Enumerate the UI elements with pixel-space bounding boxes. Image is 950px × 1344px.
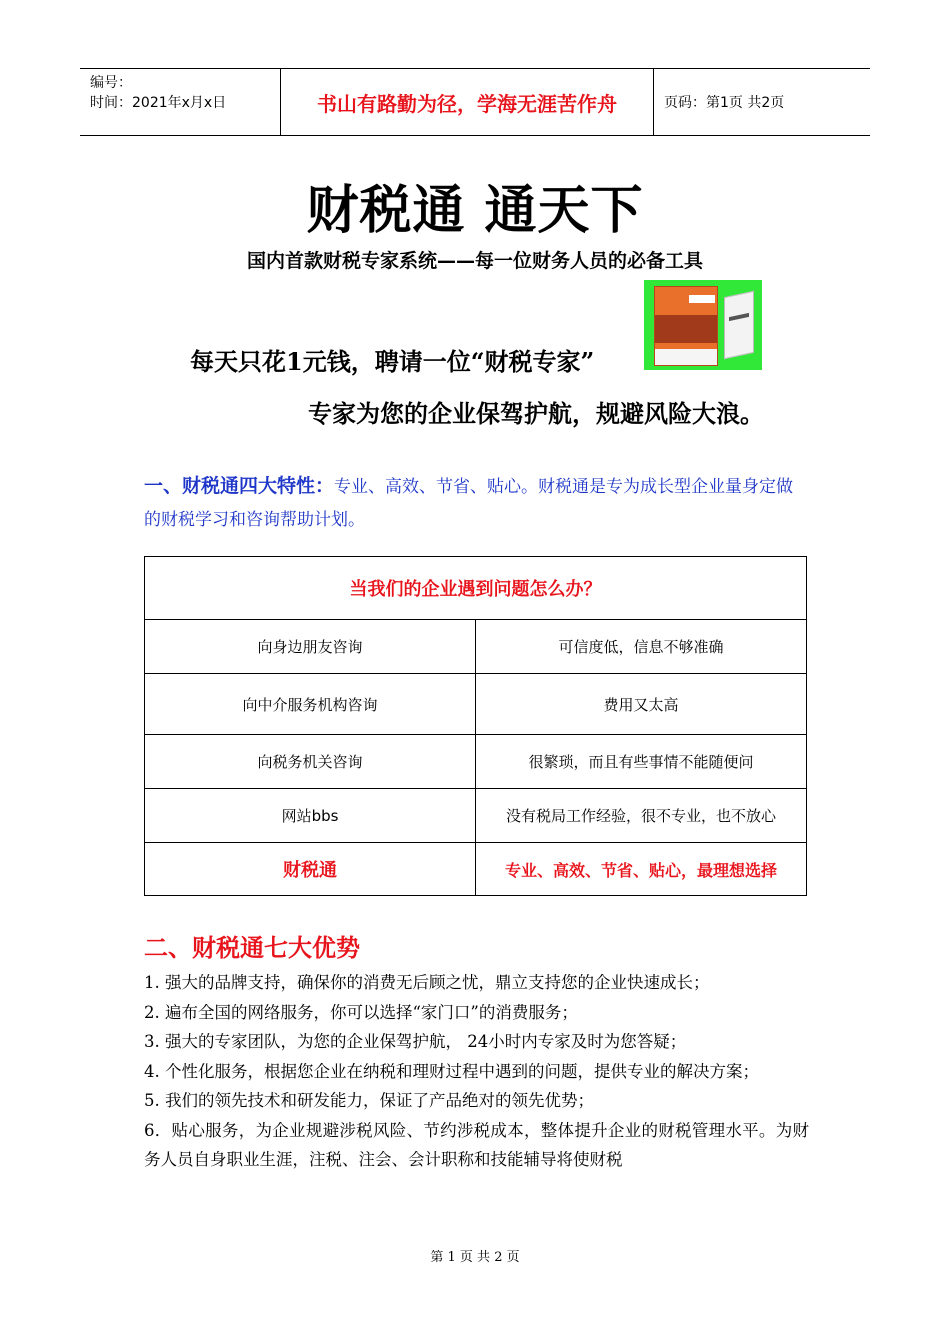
advantages-list xyxy=(144,968,809,1175)
list-item: 2. 遍布全国的网络服务，你可以选择“家门口”的消费服务； xyxy=(144,1002,578,1022)
time-label: 时间：2021年x月x日 xyxy=(90,95,227,111)
product-box-footer xyxy=(655,349,717,365)
table-row xyxy=(145,674,807,735)
list-item: 4. 个性化服务，根据您企业在纳税和理财过程中遇到的问题，提供专业的解决方案； xyxy=(144,1061,759,1081)
table-cell-method: 向税务机关咨询 xyxy=(145,735,476,789)
table-cell-issue: 很繁琐，而且有些事情不能随便问 xyxy=(476,735,807,789)
product-logo xyxy=(689,295,715,303)
slogan-line-2: 专家为您的企业保驾护航，规避风险大浪。 xyxy=(308,399,764,428)
product-photo-band xyxy=(655,315,717,343)
table-row-highlight xyxy=(145,843,807,896)
problem-table xyxy=(144,556,807,896)
list-item: 1. 强大的品牌支持，确保你的消费无后顾之忧，鼎立支持您的企业快速成长； xyxy=(144,973,710,992)
table-cell-issue: 没有税局工作经验，很不专业，也不放心 xyxy=(476,789,807,843)
table-row xyxy=(145,789,807,843)
section-2-heading: 二、财税通七大优势 xyxy=(144,934,360,962)
table-cell-method: 向身边朋友咨询 xyxy=(145,620,476,674)
header-motto: 书山有路勤为径，学海无涯苦作舟 xyxy=(281,69,654,135)
list-item: 5. 我们的领先技术和研发能力，保证了产品绝对的领先优势； xyxy=(144,1091,594,1110)
header-page-info: 页码：第1页 共2页 xyxy=(664,95,785,111)
section-1 xyxy=(144,470,809,537)
table-cell-issue: 可信度低，信息不够准确 xyxy=(476,620,807,674)
table-caption: 当我们的企业遇到问题怎么办？ xyxy=(145,557,807,620)
table-cell-method: 网站bbs xyxy=(145,789,476,843)
page-footer: 第 1 页 共 2 页 xyxy=(430,1250,520,1265)
page-header xyxy=(80,68,870,136)
page-subtitle: 国内首款财税专家系统——每一位财务人员的必备工具 xyxy=(246,250,703,272)
section-1-body: 专业、高效、节省、贴心。财税通是专为成长型企业量身定做的财税学习和咨询帮助计划。 xyxy=(144,477,794,530)
product-box-image xyxy=(644,280,762,370)
disc-stripe xyxy=(729,313,749,321)
list-item: 6．贴心服务，为企业规避涉税风险、节约涉税成本，整体提升企业的财税管理水平。为财务人员自身职业生涯，注税、注会、会计职称和技能辅导将使财税 xyxy=(144,1120,809,1169)
header-meta xyxy=(80,69,281,135)
table-row xyxy=(145,735,807,789)
table-cell-method: 财税通 xyxy=(145,843,476,896)
product-box-disc xyxy=(724,291,754,359)
table-cell-method: 向中介服务机构咨询 xyxy=(145,674,476,735)
section-1-heading: 一、财税通四大特性： xyxy=(144,475,335,497)
table-cell-issue: 专业、高效、节省、贴心，最理想选择 xyxy=(476,843,807,896)
page-title: 财税通 通天下 xyxy=(306,181,644,241)
table-cell-issue: 费用又太高 xyxy=(476,674,807,735)
table-row xyxy=(145,620,807,674)
number-label: 编号： xyxy=(90,75,132,91)
slogan-line-1: 每天只花1元钱，聘请一位“财税专家” xyxy=(190,347,595,376)
table-caption-row xyxy=(145,557,807,620)
product-box-front xyxy=(654,286,718,366)
list-item: 3. 强大的专家团队，为您的企业保驾护航， 24小时内专家及时为您答疑； xyxy=(144,1032,687,1051)
